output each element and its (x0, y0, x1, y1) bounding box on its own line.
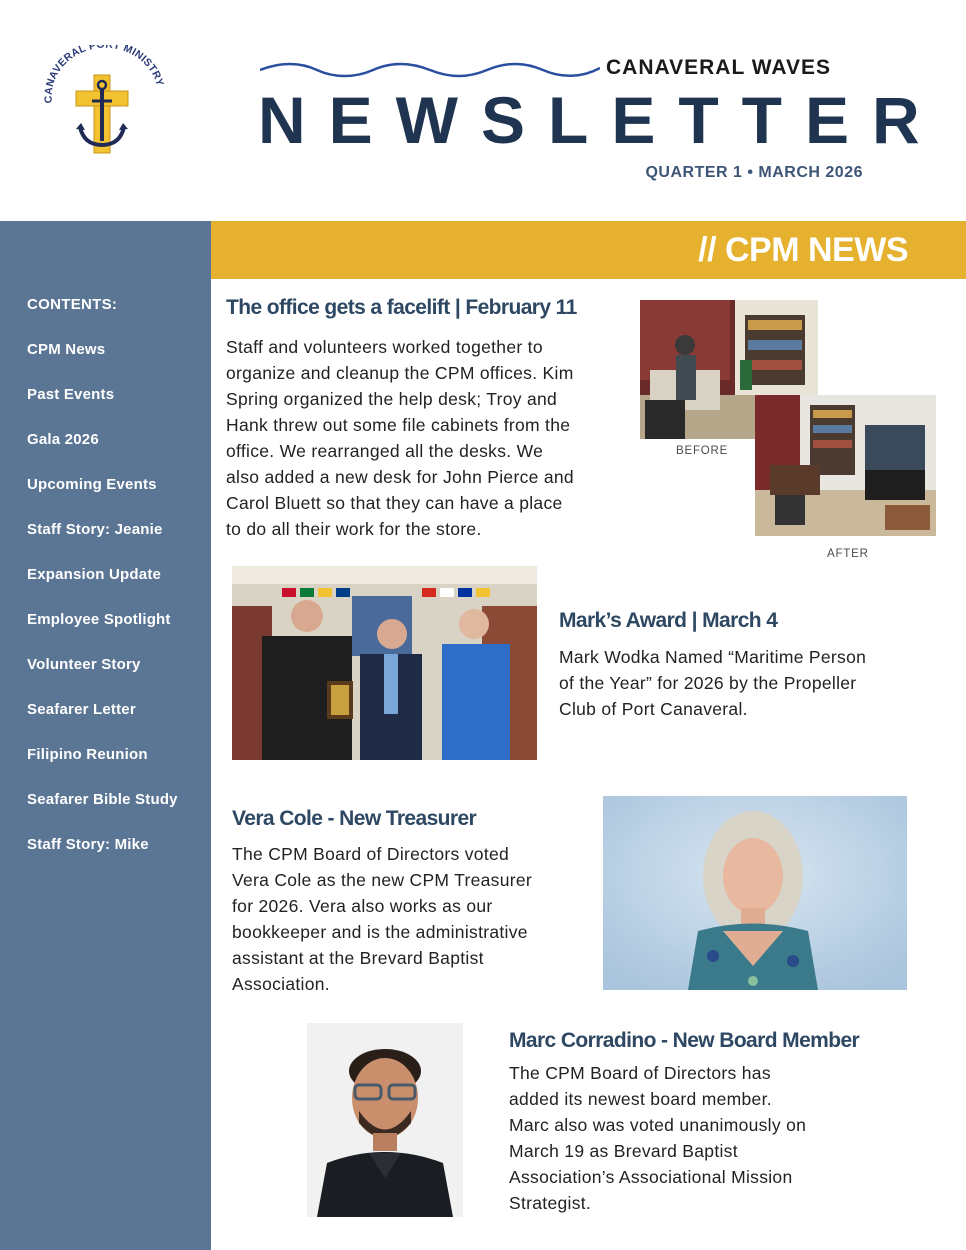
issue-date: QUARTER 1 • MARCH 2026 (645, 164, 863, 181)
board-line: The CPM Board of Directors has (509, 1063, 771, 1083)
board-body (509, 1060, 929, 1216)
toc-item-employee-spotlight[interactable]: Employee Spotlight (27, 611, 171, 628)
table-of-contents (27, 341, 178, 881)
facelift-line: office. We rearranged all the desks. We (226, 441, 544, 461)
board-headline: Marc Corradino - New Board Member (509, 1029, 860, 1052)
treasurer-body (232, 841, 592, 997)
board-line: Marc also was voted unanimously on (509, 1115, 807, 1135)
facelift-line: Spring organized the help desk; Troy and (226, 389, 558, 409)
treasurer-line: Vera Cole as the new CPM Treasurer (232, 870, 533, 890)
contents-heading: CONTENTS: (27, 296, 118, 313)
toc-item-expansion-update[interactable]: Expansion Update (27, 566, 162, 583)
wave-divider (260, 58, 600, 78)
toc-item-upcoming-events[interactable]: Upcoming Events (27, 476, 157, 493)
toc-item-staff-story-jeanie[interactable]: Staff Story: Jeanie (27, 521, 163, 538)
contents-sidebar (0, 221, 211, 1250)
newsletter-brand: CANAVERAL WAVES (606, 56, 832, 79)
toc-item-cpm-news[interactable]: CPM News (27, 341, 106, 358)
facelift-headline: The office gets a facelift | February 11 (226, 296, 577, 319)
treasurer-line: bookkeeper and is the administrative (232, 922, 528, 942)
treasurer-line: The CPM Board of Directors voted (232, 844, 510, 864)
toc-item-volunteer-story[interactable]: Volunteer Story (27, 656, 141, 673)
award-headline: Mark’s Award | March 4 (559, 609, 778, 632)
facelift-line: also added a new desk for John Pierce and (226, 467, 574, 487)
vera-cole-portrait (603, 796, 907, 990)
facelift-line: Hank threw out some file cabinets from the (226, 415, 571, 435)
award-body (559, 644, 939, 722)
award-line: of the Year” for 2026 by the Propeller (559, 673, 857, 693)
after-caption: AFTER (827, 548, 869, 560)
award-line: Mark Wodka Named “Maritime Person (559, 647, 867, 667)
toc-item-filipino-reunion[interactable]: Filipino Reunion (27, 746, 148, 763)
before-caption: BEFORE (676, 445, 729, 457)
facelift-line: Carol Bluett so that they can have a place (226, 493, 563, 513)
board-line: March 19 as Brevard Baptist (509, 1141, 738, 1161)
toc-item-seafarer-letter[interactable]: Seafarer Letter (27, 701, 136, 718)
marc-corradino-portrait (307, 1023, 463, 1217)
board-line: Association’s Associational Mission (509, 1167, 793, 1187)
logo-text: CANAVERAL P T MINISTRY (42, 45, 165, 104)
facelift-body (226, 334, 636, 542)
ministry-logo (40, 45, 165, 160)
section-title: // CPM NEWS (698, 231, 908, 269)
award-photo (232, 566, 537, 760)
section-banner (211, 221, 966, 279)
board-line: Strategist. (509, 1193, 592, 1213)
office-after-photo (755, 395, 936, 536)
toc-item-staff-story-mike[interactable]: Staff Story: Mike (27, 836, 149, 853)
award-line: Club of Port Canaveral. (559, 699, 748, 719)
toc-item-seafarer-bible-study[interactable]: Seafarer Bible Study (27, 791, 178, 808)
newsletter-title: NEWSLETTER (258, 83, 943, 157)
treasurer-line: assistant at the Brevard Baptist (232, 948, 484, 968)
toc-item-gala[interactable]: Gala 2026 (27, 431, 99, 448)
board-line: added its newest board member. (509, 1089, 772, 1109)
facelift-line: to do all their work for the store. (226, 519, 482, 539)
treasurer-line: for 2026. Vera also works as our (232, 896, 493, 916)
facelift-line: Staff and volunteers worked together to (226, 337, 543, 357)
toc-item-past-events[interactable]: Past Events (27, 386, 115, 403)
facelift-line: organize and cleanup the CPM offices. Kim (226, 363, 574, 383)
treasurer-line: Association. (232, 974, 330, 994)
treasurer-headline: Vera Cole - New Treasurer (232, 807, 477, 830)
